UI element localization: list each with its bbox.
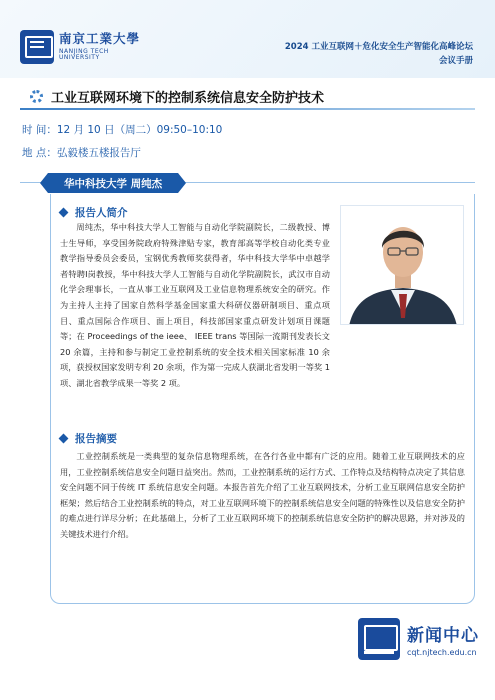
place-value: 弘毅楼五楼报告厅 [56, 147, 141, 159]
talk-place [22, 145, 141, 160]
news-center-seal-icon [358, 618, 400, 660]
forum-subtitle: 会议手册 [438, 56, 473, 66]
university-logo [20, 30, 140, 64]
gear-icon [30, 90, 43, 103]
bio-heading-text: 报告人简介 [75, 207, 128, 219]
speaker-bio: 周纯杰，华中科技大学人工智能与自动化学院副院长，二级教授、博士生导师，享受国务院政府特殊津贴专家，教育部高等学校自动化类专业教学指导委员会委员，宝钢优秀教师奖获得者，华中科技大学华中卓越学者特聘Ⅰ岗教授，华中科技大学人工智能与自动化学院副院长，武汉市自动化学会理事长，一直从事工业互联网及工业信息物理系统安全的研究。作为主持人主持了国家自然科学基金国家重大科研仪器研制项目、重点项目、重点国际合作项目、面上项目，科技部国家重点研发计划项目课题等；在 Proceedings of the ieee、 IEEE trans 等国际一流期刊发表长文 20 余篇，主持和参与制定工业控制系统的安全技术相关国家标准 10 余项，获授权国家发明专利 20 余项，作为第一完成人获湖北省发明一等奖 1 项、湖北省教学成果一等奖 2 项。 [60, 222, 330, 388]
speaker-ribbon: 华中科技大学 周纯杰 [48, 173, 178, 193]
talk-time [22, 122, 222, 137]
time-label: 时 间： [22, 124, 57, 136]
diamond-bullet-icon [59, 208, 69, 218]
speaker-photo [340, 205, 464, 325]
news-center-url: cqt.njtech.edu.cn [407, 648, 477, 657]
abstract-text: 工业控制系统是一类典型的复杂信息物理系统，在各行各业中都有广泛的应用。随着工业互联网技术的应用，工业控制系统信息安全问题日益突出。然而，工业控制系统的运行方式、工作特点及结构特点决定了其信息安全问题不同于传统 IT 系统信息安全问题。本报告首先介绍了工业互联网技术，分析工业互联网信息安全防护框架；然后结合工业控制系统的特点，对工业互联网环境下的控制系统信息安全问题的特殊性以及信息安全防护的难点进行详尽分析；在此基础上，分析了工业互联网环境下的控制系统信息安全防护的解决思路，并对涉及的关键技术进行介绍。 [60, 451, 465, 539]
forum-title: 2024 工业互联网＋危化安全生产智能化高峰论坛 [284, 42, 473, 52]
page-header [0, 0, 495, 78]
university-seal-icon [20, 30, 54, 64]
abstract-heading [60, 431, 117, 446]
speaker-portrait-icon [341, 206, 464, 325]
talk-title-bar [20, 82, 475, 110]
place-label: 地 点： [22, 147, 57, 159]
footer-logo [358, 618, 479, 660]
university-name-cn: 南京工業大學 [59, 31, 141, 47]
forum-title-block [285, 40, 473, 68]
abstract-heading-text: 报告摘要 [75, 433, 117, 445]
time-value: 12 月 10 日（周二）09:50–10:10 [56, 124, 223, 136]
university-name-en: NANJING TECH UNIVERSITY [59, 47, 109, 61]
talk-title: 工业互联网环境下的控制系统信息安全防护技术 [51, 90, 325, 106]
news-center-name: 新闻中心 [407, 626, 479, 646]
diamond-bullet-icon [59, 434, 69, 444]
bio-heading [60, 205, 128, 220]
